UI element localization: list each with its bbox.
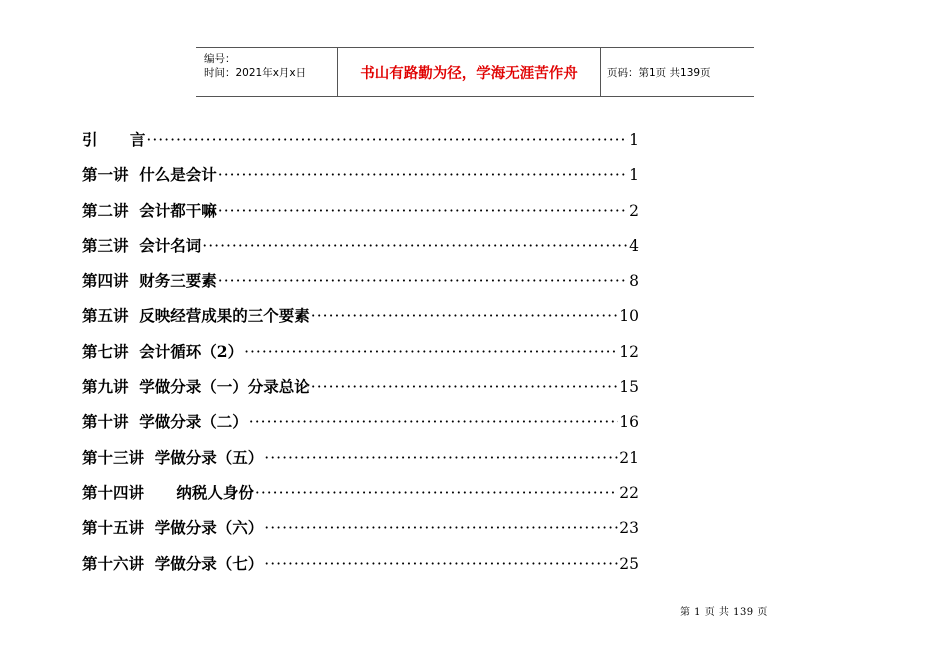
toc-entry[interactable] xyxy=(82,298,639,333)
toc-leader-dots xyxy=(249,405,618,440)
toc-title: 第四讲 财务三要素 xyxy=(82,271,217,291)
toc-leader-dots xyxy=(202,229,628,264)
toc-page-number: 10 xyxy=(619,307,639,326)
toc-leader-dots xyxy=(311,299,618,334)
toc-leader-dots xyxy=(218,264,628,299)
toc-page-number: 2 xyxy=(629,201,639,220)
toc-leader-dots xyxy=(255,476,618,511)
toc-entry[interactable] xyxy=(82,510,639,545)
toc-title: 第三讲 会计名词 xyxy=(82,235,202,255)
toc-title: 第十五讲 学做分录（六） xyxy=(82,518,264,538)
toc-leader-dots xyxy=(311,370,618,405)
toc-page-number: 1 xyxy=(629,166,639,185)
page-footer: 第 1 页 共 139 页 xyxy=(680,607,768,618)
toc-entry[interactable] xyxy=(82,263,639,298)
toc-page-number: 25 xyxy=(619,554,639,573)
toc-page-number: 4 xyxy=(629,236,639,255)
toc-page-number: 8 xyxy=(629,272,639,291)
toc-entry[interactable] xyxy=(82,334,639,369)
toc-leader-dots xyxy=(218,194,628,229)
header-motto: 书山有路勤为径，学海无涯苦作舟 xyxy=(338,48,601,96)
toc-page-number: 21 xyxy=(619,448,639,467)
header-meta xyxy=(196,48,338,96)
time-label: 时间：2021年x月x日 xyxy=(204,67,307,79)
toc-entry[interactable] xyxy=(82,369,639,404)
toc-page-number: 15 xyxy=(619,378,639,397)
toc-leader-dots xyxy=(264,511,618,546)
toc-leader-dots xyxy=(146,123,628,158)
page-header xyxy=(196,47,754,97)
toc-title: 第七讲 会计循环（2） xyxy=(82,341,244,361)
toc-page-number: 12 xyxy=(619,342,639,361)
toc-entry[interactable] xyxy=(82,546,639,581)
toc-entry[interactable] xyxy=(82,193,639,228)
toc-title: 第五讲 反映经营成果的三个要素 xyxy=(82,306,310,326)
toc-entry[interactable] xyxy=(82,475,639,510)
toc-title: 第二讲 会计都干嘛 xyxy=(82,200,217,220)
toc-title: 第十六讲 学做分录（七） xyxy=(82,553,264,573)
toc-title: 第十四讲 纳税人身份 xyxy=(82,482,254,502)
toc-title: 第一讲 什么是会计 xyxy=(82,165,217,185)
toc-title: 第九讲 学做分录（一）分录总论 xyxy=(82,377,310,397)
toc-entry[interactable] xyxy=(82,122,639,157)
toc-leader-dots xyxy=(218,158,628,193)
toc-page-number: 16 xyxy=(619,413,639,432)
toc-leader-dots xyxy=(244,335,618,370)
toc-page-number: 22 xyxy=(619,483,639,502)
toc-page-number: 23 xyxy=(619,519,639,538)
table-of-contents xyxy=(82,122,639,581)
toc-entry[interactable] xyxy=(82,157,639,192)
toc-title: 第十三讲 学做分录（五） xyxy=(82,447,264,467)
toc-entry[interactable] xyxy=(82,404,639,439)
toc-page-number: 1 xyxy=(629,131,639,149)
toc-leader-dots xyxy=(264,441,618,476)
toc-title: 引 言 xyxy=(82,130,146,149)
toc-title: 第十讲 学做分录（二） xyxy=(82,412,248,432)
number-label: 编号： xyxy=(204,53,236,65)
toc-entry[interactable] xyxy=(82,440,639,475)
header-page-info: 页码：第1页 共139页 xyxy=(607,66,711,79)
toc-entry[interactable] xyxy=(82,228,639,263)
toc-leader-dots xyxy=(264,547,618,582)
